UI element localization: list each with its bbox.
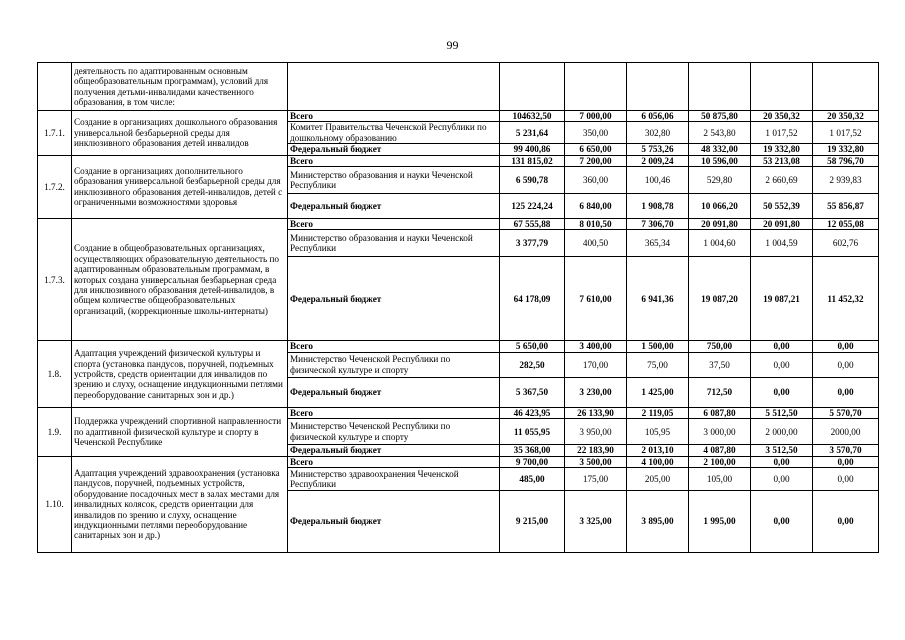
table-row [38, 155, 879, 166]
value-cell: 20 350,32 [751, 111, 813, 122]
value-cell: 105,95 [627, 419, 689, 445]
row-description: Адаптация учреждений здравоохранения (установка пандусов, поручней, подъемных устройств, оборудование посадочных мест в залах местами для инвалидных колясок, средств ориентации для инвалидов по зрению и слуху, оснащение индукционными петлями переоборудование санитарных зон и др.) [72, 456, 288, 552]
value-cell: 1 500,00 [627, 341, 689, 352]
budget-table [37, 62, 879, 553]
value-cell: 46 423,95 [500, 407, 565, 418]
row-description: Создание в организациях дополнительного образования универсальной безбарьерной среды для инклюзивного образования детей-инвалидов, детей с ограниченными возможностями здоровья [72, 155, 288, 218]
funding-source: Министерство Чеченской Республики по физической культуре и спорту [288, 352, 500, 377]
value-cell: 5 650,00 [500, 341, 565, 352]
value-cell: 175,00 [565, 468, 627, 491]
value-cell: 67 555,88 [500, 219, 565, 230]
source-cell [288, 63, 500, 111]
table-row [38, 456, 879, 467]
value-cell: 205,00 [627, 468, 689, 491]
value-cell: 1 425,00 [627, 377, 689, 407]
value-cell: 131 815,02 [500, 155, 565, 166]
value-cell: 3 400,00 [565, 341, 627, 352]
value-cell: 5 512,50 [751, 407, 813, 418]
value-cell: 7 200,00 [565, 155, 627, 166]
value-cell: 10 596,00 [689, 155, 751, 166]
value-cell: 19 087,21 [751, 257, 813, 341]
row-description: деятельность по адаптированным основным общеобразовательным программам), условий для получения детьми-инвалидами качественного образования, в том числе: [72, 63, 288, 111]
value-cell: 26 133,90 [565, 407, 627, 418]
value-cell: 0,00 [751, 468, 813, 491]
value-cell: 350,00 [565, 122, 627, 144]
value-cell: 100,46 [627, 167, 689, 194]
table-row [38, 341, 879, 352]
value-cell: 6 840,00 [565, 194, 627, 219]
funding-source: Комитет Правительства Чеченской Республики по дошкольному образованию [288, 122, 500, 144]
value-cell: 5 570,70 [813, 407, 879, 418]
value-cell: 302,80 [627, 122, 689, 144]
value-cell: 400,50 [565, 230, 627, 257]
row-number: 1.7.1. [38, 111, 72, 156]
value-cell: 485,00 [500, 468, 565, 491]
value-cell: 0,00 [751, 377, 813, 407]
value-cell: 3 500,00 [565, 456, 627, 467]
value-cell: 48 332,00 [689, 144, 751, 155]
table-row [38, 407, 879, 418]
value-cell: 37,50 [689, 352, 751, 377]
value-cell: 12 055,08 [813, 219, 879, 230]
value-cell: 1 004,59 [751, 230, 813, 257]
funding-source: Федеральный бюджет [288, 194, 500, 219]
value-cell: 3 377,79 [500, 230, 565, 257]
value-cell: 50 552,39 [751, 194, 813, 219]
value-cell: 20 091,80 [751, 219, 813, 230]
funding-source: Министерство образования и науки Чеченской Республики [288, 167, 500, 194]
value-cell: 2 119,05 [627, 407, 689, 418]
value-cell [500, 63, 565, 111]
value-cell: 2 013,10 [627, 445, 689, 456]
value-cell: 58 796,70 [813, 155, 879, 166]
row-number: 1.8. [38, 341, 72, 407]
value-cell: 35 368,00 [500, 445, 565, 456]
value-cell: 0,00 [751, 352, 813, 377]
value-cell: 19 332,80 [751, 144, 813, 155]
value-cell: 3 230,00 [565, 377, 627, 407]
funding-source: Всего [288, 111, 500, 122]
value-cell: 105,00 [689, 468, 751, 491]
funding-source: Всего [288, 341, 500, 352]
value-cell: 9 215,00 [500, 491, 565, 553]
funding-source: Федеральный бюджет [288, 491, 500, 553]
value-cell: 4 100,00 [627, 456, 689, 467]
value-cell: 360,00 [565, 167, 627, 194]
value-cell: 22 183,90 [565, 445, 627, 456]
value-cell: 0,00 [813, 352, 879, 377]
value-cell: 1 017,52 [813, 122, 879, 144]
value-cell: 170,00 [565, 352, 627, 377]
value-cell: 365,34 [627, 230, 689, 257]
value-cell: 3 325,00 [565, 491, 627, 553]
value-cell: 7 000,00 [565, 111, 627, 122]
row-description: Создание в организациях дошкольного образования универсальной безбарьерной среды для инклюзивного образования детей инвалидов [72, 111, 288, 156]
row-number: 1.7.3. [38, 219, 72, 341]
value-cell: 0,00 [813, 341, 879, 352]
value-cell: 0,00 [813, 491, 879, 553]
table-row [38, 219, 879, 230]
funding-source: Министерство здравоохранения Чеченской Республики [288, 468, 500, 491]
value-cell: 6 590,78 [500, 167, 565, 194]
value-cell: 10 066,20 [689, 194, 751, 219]
value-cell: 19 087,20 [689, 257, 751, 341]
value-cell: 20 350,32 [813, 111, 879, 122]
value-cell: 20 091,80 [689, 219, 751, 230]
value-cell [565, 63, 627, 111]
value-cell: 3 512,50 [751, 445, 813, 456]
value-cell: 7 610,00 [565, 257, 627, 341]
value-cell: 1 004,60 [689, 230, 751, 257]
value-cell [813, 63, 879, 111]
table-row [38, 63, 879, 111]
value-cell: 0,00 [751, 456, 813, 467]
funding-source: Всего [288, 219, 500, 230]
value-cell: 712,50 [689, 377, 751, 407]
value-cell: 3 950,00 [565, 419, 627, 445]
value-cell [627, 63, 689, 111]
value-cell: 11 452,32 [813, 257, 879, 341]
funding-source: Федеральный бюджет [288, 257, 500, 341]
row-description: Адаптация учреждений физической культуры и спорта (установка пандусов, поручней, подъемных устройств, средств ориентации для инвалидов по зрению и слуху, оснащение индукционными петлями переоборудование санитарных зон и др.) [72, 341, 288, 407]
value-cell: 2 660,69 [751, 167, 813, 194]
value-cell [751, 63, 813, 111]
value-cell: 19 332,80 [813, 144, 879, 155]
value-cell: 2 939,83 [813, 167, 879, 194]
value-cell: 3 000,00 [689, 419, 751, 445]
value-cell: 50 875,80 [689, 111, 751, 122]
funding-source: Федеральный бюджет [288, 445, 500, 456]
row-number: 1.9. [38, 407, 72, 456]
value-cell: 3 895,00 [627, 491, 689, 553]
value-cell: 2 000,00 [751, 419, 813, 445]
value-cell: 7 306,70 [627, 219, 689, 230]
funding-source: Всего [288, 407, 500, 418]
value-cell: 6 941,36 [627, 257, 689, 341]
funding-source: Всего [288, 456, 500, 467]
value-cell: 2 100,00 [689, 456, 751, 467]
row-description: Создание в общеобразовательных организациях, осуществляющих образовательную деятельность по адаптированным образовательным программам, в которых создана универсальная безбарьерная среда для инклюзивного образования детей-инвалидов, в общем количестве общеобразовательных организаций, (коррекционные школы-интернаты) [72, 219, 288, 341]
value-cell: 2 543,80 [689, 122, 751, 144]
value-cell: 75,00 [627, 352, 689, 377]
value-cell: 6 056,06 [627, 111, 689, 122]
value-cell: 11 055,95 [500, 419, 565, 445]
row-description: Поддержка учреждений спортивной направленности по адаптивной физической культуре и спорту в Чеченской Республике [72, 407, 288, 456]
value-cell: 282,50 [500, 352, 565, 377]
funding-source: Министерство образования и науки Чеченской Республики [288, 230, 500, 257]
value-cell: 55 856,87 [813, 194, 879, 219]
row-number: 1.10. [38, 456, 72, 552]
funding-source: Федеральный бюджет [288, 144, 500, 155]
value-cell: 9 700,00 [500, 456, 565, 467]
funding-source: Министерство Чеченской Республики по физической культуре и спорту [288, 419, 500, 445]
funding-source: Федеральный бюджет [288, 377, 500, 407]
value-cell: 529,80 [689, 167, 751, 194]
value-cell: 104632,50 [500, 111, 565, 122]
value-cell [689, 63, 751, 111]
value-cell: 2000,00 [813, 419, 879, 445]
value-cell: 0,00 [751, 491, 813, 553]
value-cell: 5 367,50 [500, 377, 565, 407]
page-number: 99 [446, 38, 459, 52]
value-cell: 4 087,80 [689, 445, 751, 456]
funding-source: Всего [288, 155, 500, 166]
value-cell: 6 650,00 [565, 144, 627, 155]
value-cell: 1 995,00 [689, 491, 751, 553]
value-cell: 1 017,52 [751, 122, 813, 144]
table-row [38, 111, 879, 122]
value-cell: 0,00 [813, 377, 879, 407]
value-cell: 5 753,26 [627, 144, 689, 155]
value-cell: 0,00 [813, 456, 879, 467]
value-cell: 750,00 [689, 341, 751, 352]
value-cell: 99 400,86 [500, 144, 565, 155]
value-cell: 125 224,24 [500, 194, 565, 219]
row-number: 1.7.2. [38, 155, 72, 218]
value-cell: 1 908,78 [627, 194, 689, 219]
value-cell: 0,00 [813, 468, 879, 491]
value-cell: 64 178,09 [500, 257, 565, 341]
value-cell: 3 570,70 [813, 445, 879, 456]
row-number-cell [38, 63, 72, 111]
value-cell: 602,76 [813, 230, 879, 257]
value-cell: 0,00 [751, 341, 813, 352]
value-cell: 2 009,24 [627, 155, 689, 166]
value-cell: 53 213,08 [751, 155, 813, 166]
value-cell: 5 231,64 [500, 122, 565, 144]
value-cell: 8 010,50 [565, 219, 627, 230]
value-cell: 6 087,80 [689, 407, 751, 418]
